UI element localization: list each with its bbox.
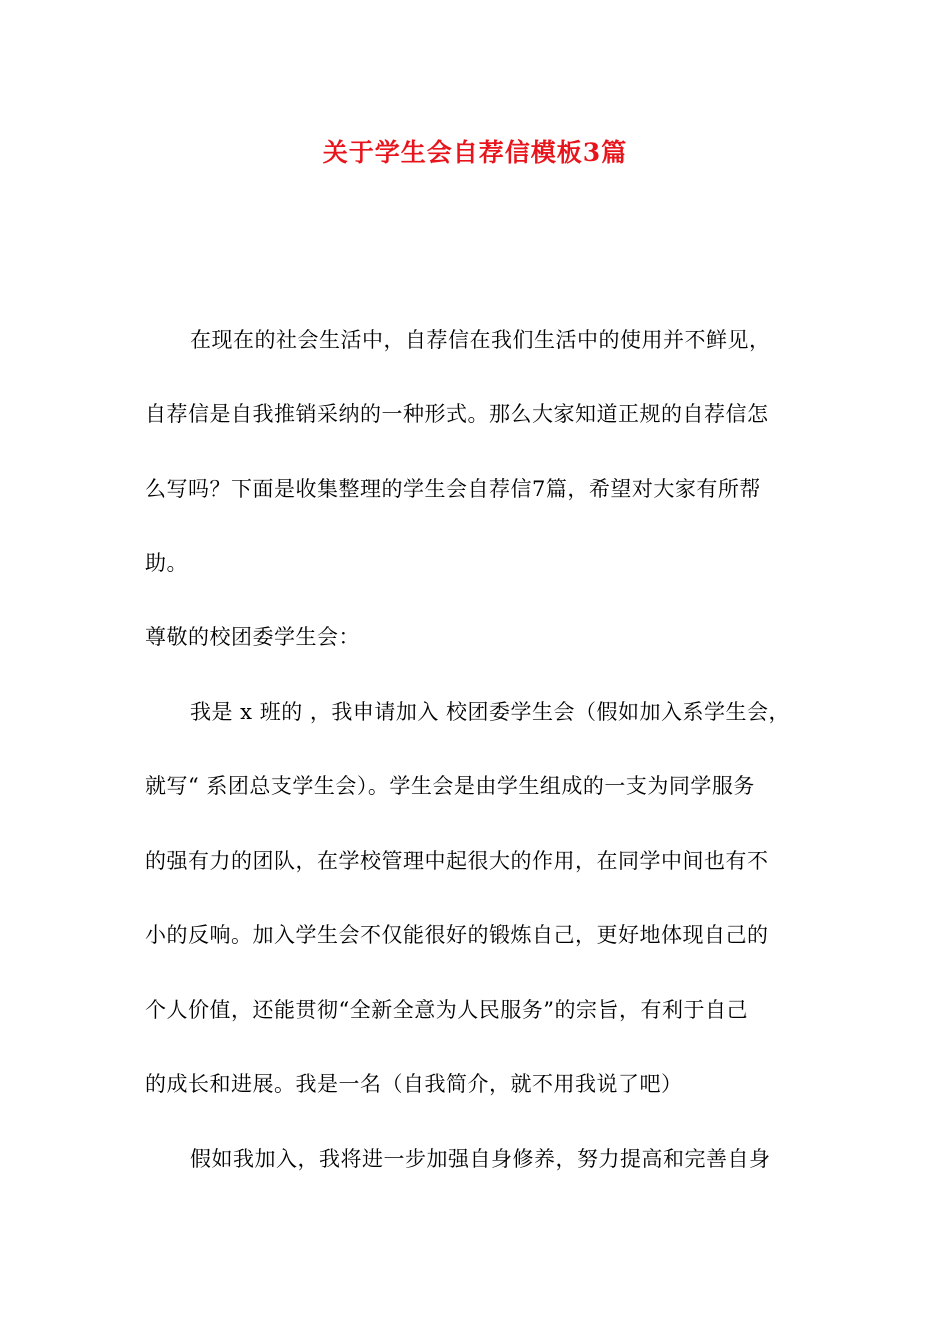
paragraph-line: 么写吗？下面是收集整理的学生会自荐信7篇，希望对大家有所帮	[145, 477, 761, 501]
paragraph-line: 自荐信是自我推销采纳的一种形式。那么大家知道正规的自荐信怎	[145, 402, 769, 426]
paragraph-line: 就写“ 系团总支学生会）。学生会是由学生组成的一支为同学服务	[145, 774, 755, 798]
paragraph-line: 我是 x 班的 ，我申请加入 校团委学生会（假如加入系学生会，	[190, 700, 791, 724]
paragraph-line: 假如我加入，我将进一步加强自身修养，努力提高和完善自身	[190, 1147, 771, 1171]
paragraph-line: 小的反响。加入学生会不仅能很好的锻炼自己，更好地体现自己的	[145, 923, 769, 947]
paragraph-line: 个人价值，还能贯彻“全新全意为人民服务”的宗旨，有利于自己	[145, 998, 748, 1022]
paragraph-line: 的成长和进展。我是一名（自我简介，就不用我说了吧）	[145, 1072, 683, 1096]
paragraph-line: 在现在的社会生活中，自荐信在我们生活中的使用并不鲜见，	[190, 328, 771, 352]
salutation-line: 尊敬的校团委学生会：	[145, 625, 360, 649]
paragraph-line: 助。	[145, 551, 188, 575]
document-title: 关于学生会自荐信模板3篇	[322, 138, 628, 167]
paragraph-line: 的强有力的团队，在学校管理中起很大的作用，在同学中间也有不	[145, 849, 769, 873]
